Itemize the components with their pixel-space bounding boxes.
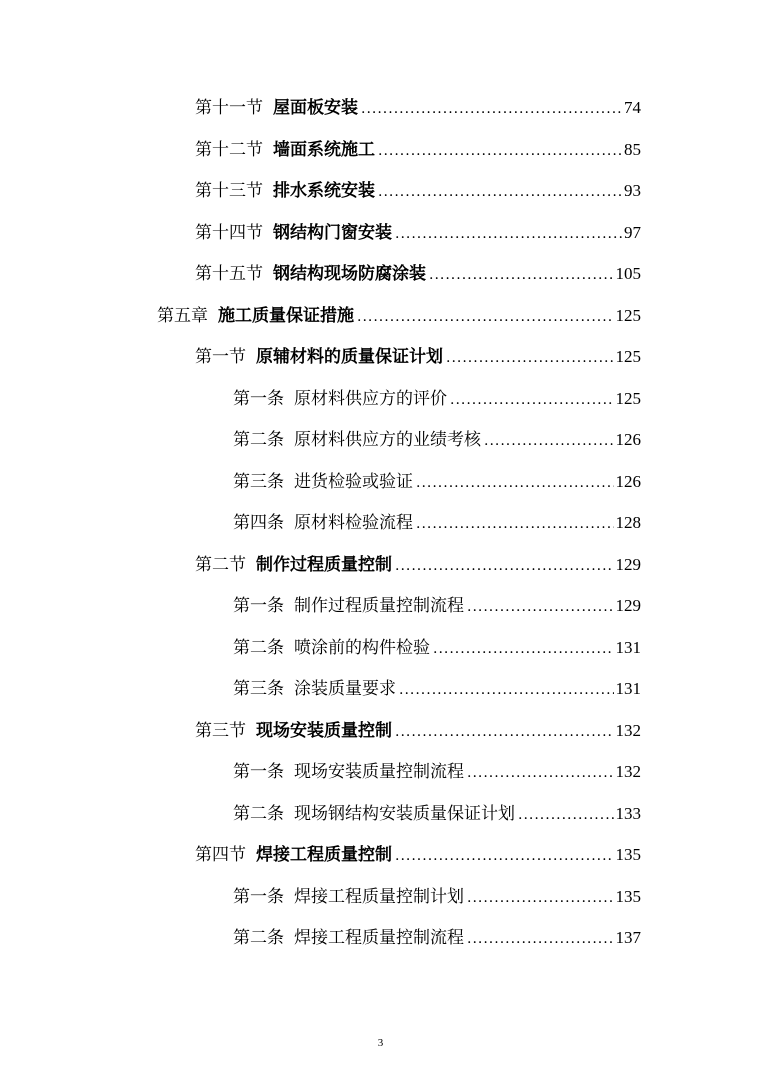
toc-entry-title: 屋面板安装 — [273, 98, 358, 118]
toc-entry-title: 现场安装质量控制 — [256, 721, 392, 741]
toc-entry-label: 第一节 — [195, 347, 246, 367]
toc-entry-page: 132 — [615, 762, 641, 781]
toc-entry-label: 第二条 — [233, 638, 284, 658]
toc-entry-label: 第十四节 — [195, 223, 263, 243]
toc-leader-dots — [395, 717, 614, 747]
toc-entry-page: 137 — [615, 928, 641, 947]
toc-leader-dots — [378, 177, 622, 207]
toc-entry[interactable] — [233, 384, 641, 414]
toc-entry-label: 第二节 — [195, 555, 246, 575]
toc-entry-label: 第二条 — [233, 804, 284, 824]
toc-entry-page: 135 — [615, 887, 641, 906]
toc-entry[interactable] — [195, 342, 641, 372]
toc-entry[interactable] — [233, 591, 641, 621]
toc-entry-label: 第四节 — [195, 845, 246, 865]
toc-entry[interactable] — [233, 882, 641, 912]
toc-entry-title: 钢结构门窗安装 — [273, 223, 392, 243]
toc-entry-title: 制作过程质量控制 — [256, 555, 392, 575]
toc-leader-dots — [395, 219, 622, 249]
toc-leader-dots — [429, 260, 614, 290]
toc-entry-title: 墙面系统施工 — [273, 140, 375, 160]
toc-entry-title: 焊接工程质量控制流程 — [294, 928, 464, 948]
toc-entry-page: 135 — [615, 845, 641, 864]
toc-leader-dots — [416, 468, 614, 498]
toc-entry-title: 施工质量保证措施 — [218, 306, 354, 326]
toc-leader-dots — [395, 551, 614, 581]
toc-entry-title: 现场钢结构安装质量保证计划 — [294, 804, 515, 824]
toc-entry-title: 喷涂前的构件检验 — [294, 638, 430, 658]
toc-entry-label: 第三条 — [233, 679, 284, 699]
toc-entry-label: 第五章 — [157, 306, 208, 326]
toc-leader-dots — [378, 136, 622, 166]
toc-entry[interactable] — [195, 218, 641, 248]
toc-entry-page: 97 — [624, 223, 641, 242]
toc-entry[interactable] — [195, 93, 641, 123]
toc-entry-page: 93 — [624, 181, 641, 200]
toc-leader-dots — [467, 883, 614, 913]
toc-entry-label: 第一条 — [233, 389, 284, 409]
toc-leader-dots — [395, 841, 614, 871]
toc-entry-label: 第十二节 — [195, 140, 263, 160]
toc-entry-title: 钢结构现场防腐涂装 — [273, 264, 426, 284]
toc-entry-title: 焊接工程质量控制 — [256, 845, 392, 865]
toc-entry-label: 第二条 — [233, 430, 284, 450]
toc-leader-dots — [361, 94, 622, 124]
toc-entry-label: 第一条 — [233, 887, 284, 907]
toc-entry-label: 第三条 — [233, 472, 284, 492]
toc-entry-title: 原辅材料的质量保证计划 — [256, 347, 443, 367]
toc-entry-label: 第十三节 — [195, 181, 263, 201]
toc-entry-label: 第十五节 — [195, 264, 263, 284]
toc-entry-page: 125 — [615, 389, 641, 408]
toc-entry-title: 原材料供应方的业绩考核 — [294, 430, 481, 450]
toc-entry-label: 第二条 — [233, 928, 284, 948]
toc-leader-dots — [399, 675, 614, 705]
toc-entry[interactable] — [195, 135, 641, 165]
toc-entry[interactable] — [233, 923, 641, 953]
toc-entry[interactable] — [233, 425, 641, 455]
toc-entry-label: 第三节 — [195, 721, 246, 741]
toc-entry-page: 131 — [615, 679, 641, 698]
toc-entry-page: 129 — [615, 596, 641, 615]
page-number: 3 — [377, 1037, 384, 1049]
toc-entry[interactable] — [195, 716, 641, 746]
toc-entry-page: 126 — [615, 472, 641, 491]
toc-entry-page: 131 — [615, 638, 641, 657]
toc-leader-dots — [467, 758, 614, 788]
toc-entry-page: 105 — [615, 264, 641, 283]
toc-entry[interactable] — [195, 550, 641, 580]
toc-entry[interactable] — [233, 799, 641, 829]
toc-entry-title: 涂装质量要求 — [294, 679, 396, 699]
toc-leader-dots — [467, 924, 614, 954]
toc-entry-page: 74 — [624, 98, 641, 117]
toc-entry-label: 第一条 — [233, 596, 284, 616]
toc-entry-label: 第十一节 — [195, 98, 263, 118]
toc-entry-page: 125 — [615, 347, 641, 366]
toc-entry-page: 128 — [615, 513, 641, 532]
toc-entry[interactable] — [195, 176, 641, 206]
toc-leader-dots — [518, 800, 614, 830]
toc-leader-dots — [484, 426, 614, 456]
toc-leader-dots — [446, 343, 614, 373]
toc-entry[interactable] — [233, 467, 641, 497]
toc-entry-label: 第一条 — [233, 762, 284, 782]
toc-entry-page: 129 — [615, 555, 641, 574]
toc-entry-page: 132 — [615, 721, 641, 740]
toc-entry[interactable] — [233, 633, 641, 663]
toc-leader-dots — [433, 634, 614, 664]
toc-entry-title: 进货检验或验证 — [294, 472, 413, 492]
toc-entry[interactable] — [157, 301, 641, 331]
toc-entry-title: 制作过程质量控制流程 — [294, 596, 464, 616]
toc-leader-dots — [450, 385, 614, 415]
toc-entry[interactable] — [195, 259, 641, 289]
toc-entry-title: 现场安装质量控制流程 — [294, 762, 464, 782]
toc-entry-page: 133 — [615, 804, 641, 823]
toc-entry-title: 焊接工程质量控制计划 — [294, 887, 464, 907]
toc-entry[interactable] — [233, 757, 641, 787]
toc-leader-dots — [357, 302, 614, 332]
toc-entry[interactable] — [195, 840, 641, 870]
toc-entry-title: 原材料检验流程 — [294, 513, 413, 533]
toc-entry[interactable] — [233, 674, 641, 704]
toc-entry-page: 85 — [624, 140, 641, 159]
toc-entry-page: 126 — [615, 430, 641, 449]
toc-entry-title: 原材料供应方的评价 — [294, 389, 447, 409]
toc-entry-label: 第四条 — [233, 513, 284, 533]
toc-entry[interactable] — [233, 508, 641, 538]
toc-entry-page: 125 — [615, 306, 641, 325]
toc-leader-dots — [416, 509, 614, 539]
toc-leader-dots — [467, 592, 614, 622]
toc-entry-title: 排水系统安装 — [273, 181, 375, 201]
